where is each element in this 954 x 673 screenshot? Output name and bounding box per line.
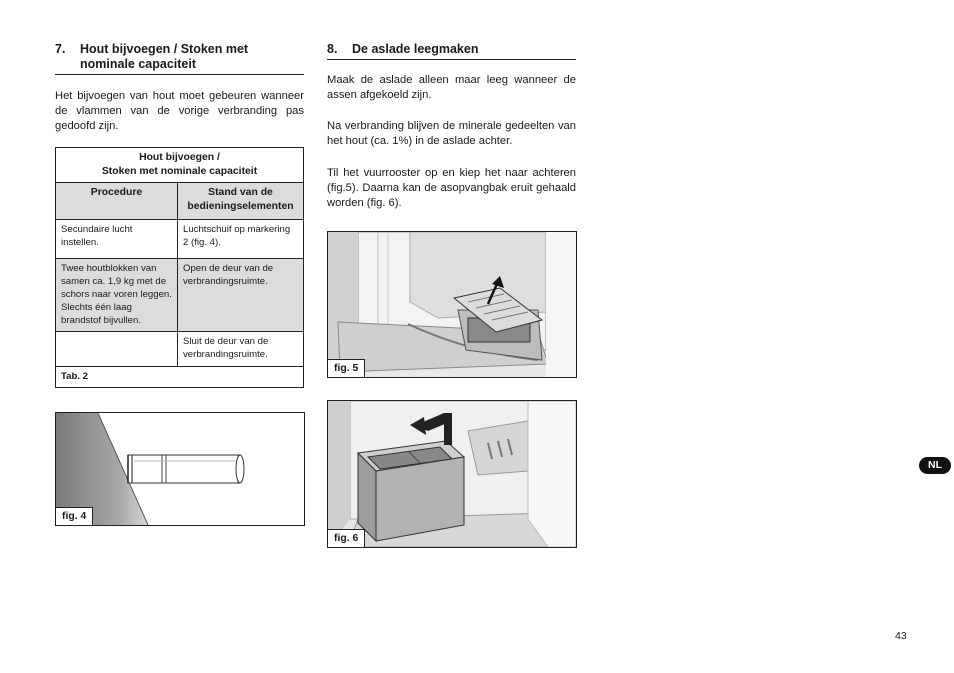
procedure-table: [55, 147, 304, 388]
figure-4: [55, 412, 305, 526]
table-title: Hout bijvoegen / Stoken met nominale capaciteit: [56, 148, 304, 183]
table-cell-procedure: Twee houtblokken van samen ca. 1,9 kg met de schors naar voren leggen. Slechts één laag brandstof bijvullen.: [56, 259, 178, 332]
figure-6: [327, 400, 577, 548]
section-8-rule: [327, 59, 576, 60]
fig-4-label: fig. 4: [56, 507, 93, 525]
fig-6-label: fig. 6: [328, 529, 365, 547]
section-7-intro: Het bijvoegen van hout moet gebeuren wanneer de vlammen van de vorige verbranding pas gedoofd zijn.: [55, 90, 304, 132]
table-cell-stand: Sluit de deur van de verbrandingsruimte.: [178, 332, 304, 367]
section-7-rule: [55, 74, 304, 75]
table-cell-stand: Luchtschuif op markering 2 (fig. 4).: [178, 220, 304, 259]
table-row: [56, 220, 304, 259]
section-7-title-line2: nominale capaciteit: [80, 57, 197, 71]
section-8-para2: Na verbranding blijven de minerale gedeelten van het hout (ca. 1%) in de aslade achter.: [327, 120, 576, 147]
table-cell-procedure: [56, 332, 178, 367]
section-7-title-line1: Hout bijvoegen / Stoken met: [80, 42, 249, 56]
page-number: 43: [895, 630, 907, 642]
table-caption: Tab. 2: [56, 367, 304, 388]
figure-5: [327, 231, 577, 378]
column-header-procedure: Procedure: [56, 183, 178, 220]
table-cell-procedure: Secundaire lucht instellen.: [56, 220, 178, 259]
section-7-number: 7.: [55, 42, 66, 56]
table-row: [56, 332, 304, 367]
table-cell-stand: Open de deur van de verbrandingsruimte.: [178, 259, 304, 332]
fig-5-label: fig. 5: [328, 359, 365, 377]
ash-tray-removal-illustration: [328, 401, 576, 547]
language-badge: NL: [919, 457, 951, 474]
column-header-stand: Stand van de bedieningselementen: [178, 183, 304, 220]
section-8-title: De aslade leegmaken: [352, 42, 479, 56]
section-8-para1: Maak de aslade alleen maar leeg wanneer de assen afgekoeld zijn.: [327, 74, 576, 101]
table-row: [56, 259, 304, 332]
grate-lift-illustration: [328, 232, 576, 377]
section-8-para3: Til het vuurrooster op en kiep het naar achteren (fig.5). Daarna kan de asopvangbak eruit gehaald worden (fig. 6).: [327, 167, 576, 209]
section-8-number: 8.: [327, 42, 338, 56]
